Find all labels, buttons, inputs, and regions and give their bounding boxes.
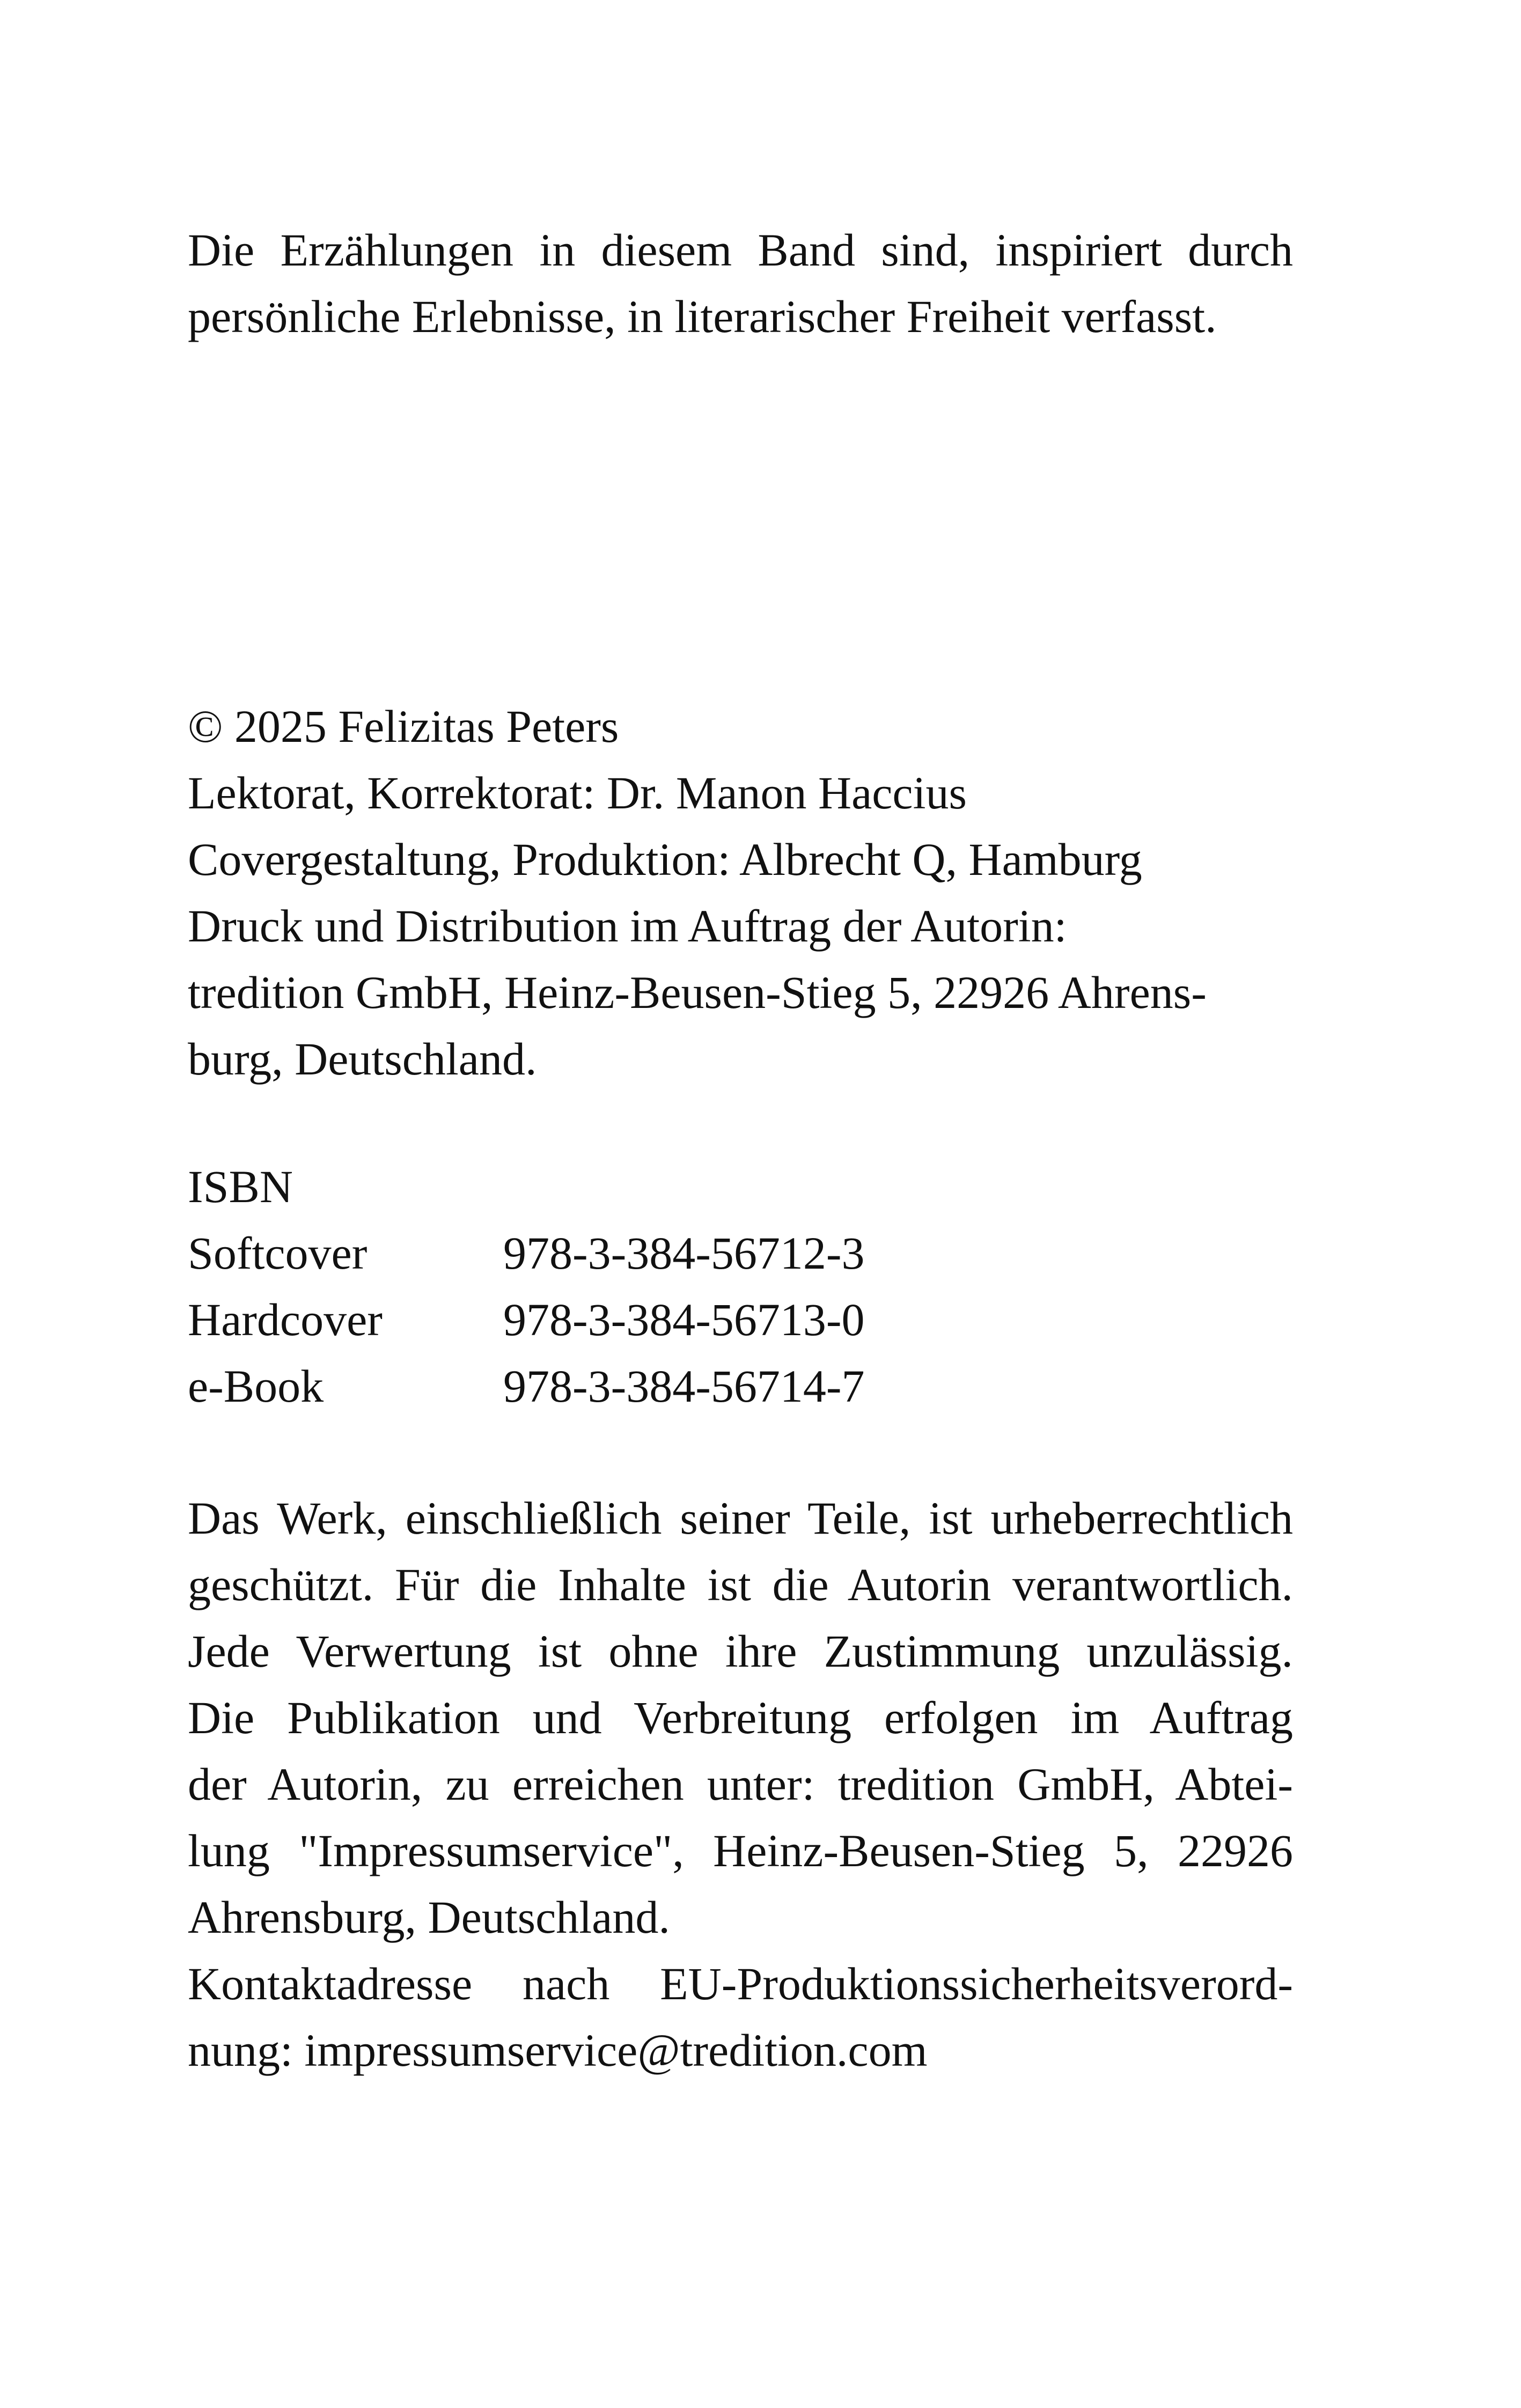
isbn-number: 978-3-384-56713-0 bbox=[503, 1294, 865, 1345]
intro-paragraph bbox=[188, 217, 1293, 350]
legal-line: der Autorin, zu erreichen unter: tredition GmbH, Abtei- bbox=[188, 1758, 1293, 1810]
contact-line: Kontaktadresse nach EU-Produktionssicherheitsverord- bbox=[188, 1958, 1293, 2009]
legal-line: Die Publikation und Verbreitung erfolgen im Auftrag bbox=[188, 1692, 1293, 1743]
isbn-format-label: Softcover bbox=[188, 1227, 368, 1279]
imprint-block bbox=[188, 693, 1293, 1092]
isbn-format-label: Hardcover bbox=[188, 1294, 383, 1345]
distribution-line: Druck und Distribution im Auftrag der Autorin: bbox=[188, 900, 1067, 952]
isbn-row bbox=[188, 1286, 1293, 1353]
copyright-line: © 2025 Felizitas Peters bbox=[188, 701, 619, 752]
contact-line: nung: impressumservice@tredition.com bbox=[188, 2024, 928, 2076]
legal-line: lung "Impressumservice", Heinz-Beusen-Stieg 5, 22926 bbox=[188, 1825, 1293, 1876]
legal-line: Das Werk, einschließlich seiner Teile, ist urheberrechtlich bbox=[188, 1492, 1293, 1544]
isbn-format-label: e-Book bbox=[188, 1360, 324, 1412]
legal-line: geschützt. Für die Inhalte ist die Autorin verantwortlich. bbox=[188, 1559, 1293, 1610]
isbn-number: 978-3-384-56712-3 bbox=[503, 1227, 865, 1279]
cover-credit: Covergestaltung, Produktion: Albrecht Q, Hamburg bbox=[188, 834, 1142, 885]
intro-line: Die Erzählungen in diesem Band sind, inspiriert durch bbox=[188, 224, 1293, 276]
isbn-number: 978-3-384-56714-7 bbox=[503, 1360, 865, 1412]
isbn-block bbox=[188, 1153, 1293, 1419]
isbn-row bbox=[188, 1353, 1293, 1419]
legal-line: Jede Verwertung ist ohne ihre Zustimmung unzulässig. bbox=[188, 1625, 1293, 1677]
publisher-address-line: tredition GmbH, Heinz-Beusen-Stieg 5, 22926 Ahrens- bbox=[188, 967, 1207, 1018]
intro-line: persönliche Erlebnisse, in literarischer Freiheit verfasst. bbox=[188, 291, 1217, 342]
legal-notice bbox=[188, 1485, 1293, 2083]
publisher-address-line: burg, Deutschland. bbox=[188, 1033, 537, 1085]
legal-line: Ahrensburg, Deutschland. bbox=[188, 1891, 670, 1943]
isbn-heading: ISBN bbox=[188, 1161, 293, 1212]
isbn-row bbox=[188, 1220, 1293, 1286]
editing-credit: Lektorat, Korrektorat: Dr. Manon Haccius bbox=[188, 767, 967, 819]
